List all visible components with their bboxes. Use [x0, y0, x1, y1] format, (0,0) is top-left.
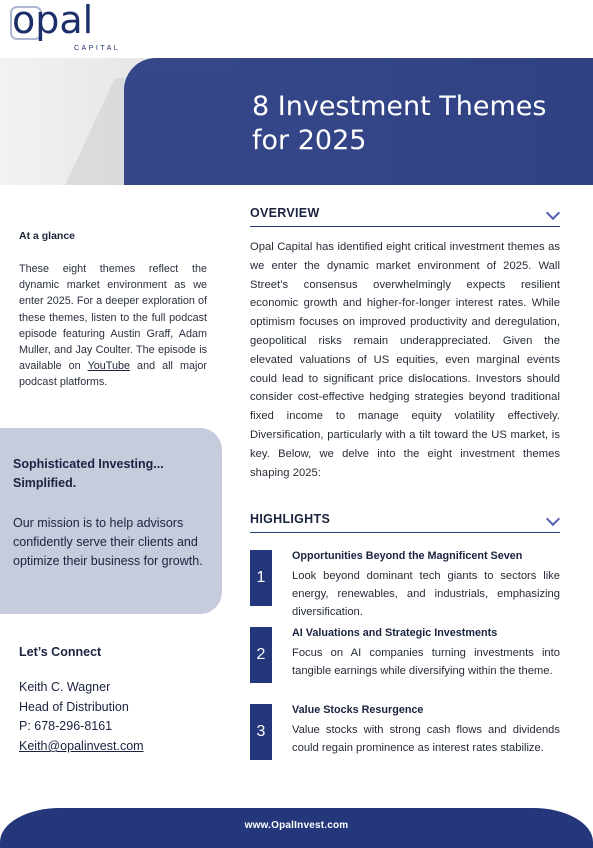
mission-heading-line-2: Simplified.: [13, 476, 77, 490]
chevron-down-icon[interactable]: [546, 206, 560, 220]
overview-text: Opal Capital has identified eight critical investment themes as we enter the dynamic market environment of 2025. Wall Street’s consensus overwhelmingly expects resilient economic growth and higher-for-longer interest rates. While optimism focuses on improved productivity and deregulation, geopolitical risks remain underappreciated. Given the elevated valuations of US equities, even marginal events could lead to significant price dislocations. Investors should consider cost-effective hedging strategies beyond traditional fixed income to manage equity volatility effectively. Diversification, particularly with a tilt toward the US market, is key. Below, we delve into the eight investment themes shaping 2025:: [250, 241, 560, 479]
glance-text-tail: and all major podcast platforms.: [19, 360, 207, 389]
contact-email-link[interactable]: Keith@opalinvest.com: [19, 739, 144, 753]
highlight-desc: Look beyond dominant tech giants to sectors like energy, renewables, and industrials, emphasizing diversification.: [292, 570, 560, 618]
chevron-down-icon[interactable]: [546, 512, 560, 526]
highlight-desc: Focus on AI companies turning investments into tangible earnings while diversifying within the theme.: [292, 647, 560, 677]
connect-heading: Let’s Connect: [19, 645, 102, 659]
page-title: [252, 90, 572, 158]
opal-capital-logo: [12, 0, 122, 54]
footer-website-link[interactable]: www.OpalInvest.com: [244, 820, 349, 831]
highlight-title: Opportunities Beyond the Magnificent Seven: [292, 550, 523, 562]
contact-title: Head of Distribution: [19, 700, 129, 714]
youtube-link[interactable]: YouTube: [87, 360, 130, 373]
highlight-desc: Value stocks with strong cash flows and dividends could regain prominence as interest rates stabilize.: [292, 724, 560, 754]
highlights-section-header[interactable]: [250, 512, 560, 533]
glance-text-body: These eight themes reflect the dynamic market environment as we enter 2025. For a deeper exploration of these themes, listen to the full podcast episode featuring Austin Graff, Adam Muller, and Jay Coulter. The episode is available on: [19, 263, 207, 373]
highlight-title: Value Stocks Resurgence: [292, 704, 424, 716]
glance-heading: At a glance: [19, 230, 76, 242]
overview-heading: OVERVIEW: [250, 206, 320, 220]
page-title-line-2: for 2025: [252, 125, 367, 156]
highlights-heading: HIGHLIGHTS: [250, 512, 331, 526]
page-title-line-1: 8 Investment Themes: [252, 91, 547, 122]
contact-name: Keith C. Wagner: [19, 680, 111, 694]
logo-tagline: CAPITAL: [74, 45, 121, 52]
highlight-number: 1: [250, 550, 272, 606]
overview-section-header[interactable]: [250, 206, 560, 227]
highlight-number: 3: [250, 704, 272, 760]
highlight-number: 2: [250, 627, 272, 683]
logo-wordmark: opal: [12, 0, 94, 42]
mission-heading: [13, 455, 213, 493]
highlight-title: AI Valuations and Strategic Investments: [292, 627, 498, 639]
glance-text: [19, 261, 207, 391]
mission-heading-line-1: Sophisticated Investing...: [13, 457, 164, 471]
contact-phone: P: 678-296-8161: [19, 719, 113, 733]
mission-text: Our mission is to help advisors confidently serve their clients and optimize their business for growth.: [13, 516, 203, 568]
